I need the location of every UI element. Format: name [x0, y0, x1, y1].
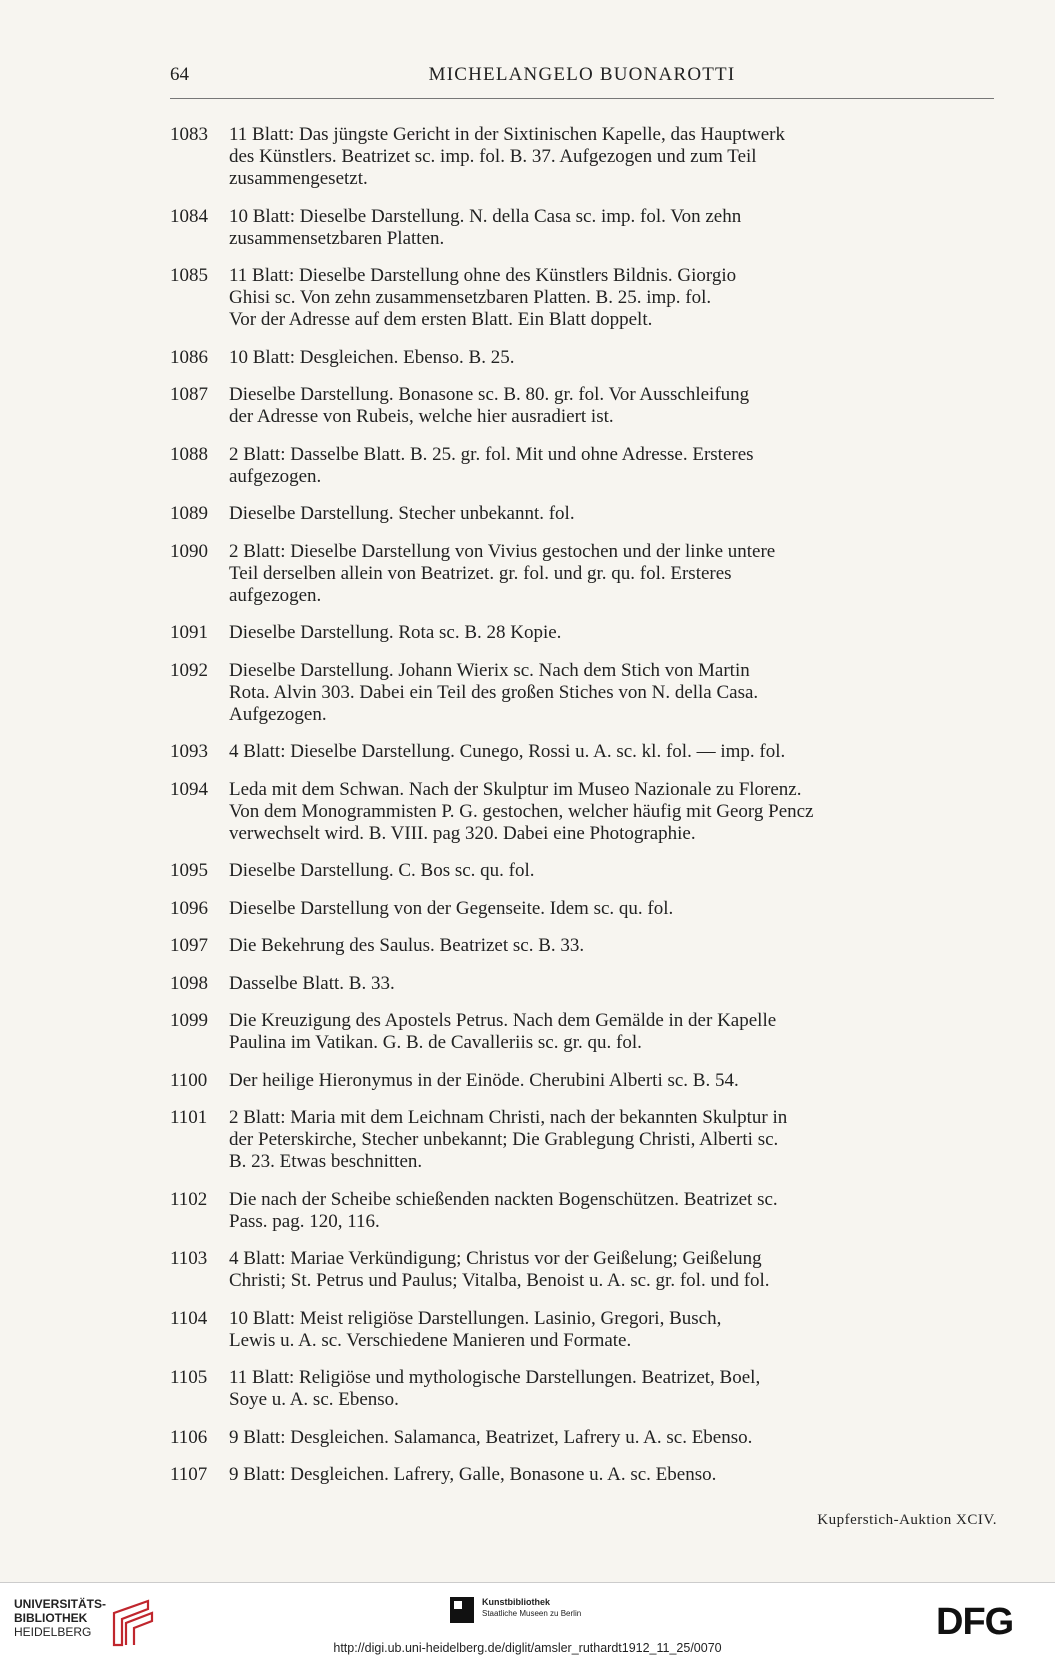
entry-description [229, 503, 994, 525]
entry-line: Dieselbe Darstellung. C. Bos sc. qu. fol. [229, 860, 535, 881]
footer-note: Kupferstich-Auktion XCIV. [817, 1512, 997, 1528]
entry-number: 1086 [170, 346, 208, 368]
catalog-entry [170, 660, 994, 726]
entry-number: 1103 [170, 1248, 208, 1269]
entry-number: 1102 [170, 1188, 208, 1210]
entry-description [229, 1248, 994, 1292]
catalog-entry [170, 1248, 994, 1292]
entry-number: 1106 [170, 1426, 208, 1448]
catalog-entry [170, 444, 994, 488]
entry-line: verwechselt wird. B. VIII. pag 320. Dabei eine Photographie. [229, 822, 696, 844]
entry-line: 2 Blatt: Dasselbe Blatt. B. 25. gr. fol. Mit und ohne Adresse. Ersteres [229, 443, 754, 465]
entry-description [229, 444, 994, 488]
entry-line: Die Kreuzigung des Apostels Petrus. Nach dem Gemälde in der Kapelle [229, 1010, 777, 1031]
entry-line: Paulina im Vatikan. G. B. de Cavalleriis sc. gr. qu. fol. [229, 1032, 642, 1053]
university-line3: HEIDELBERG [14, 1625, 92, 1639]
catalog-entry [170, 779, 994, 845]
entry-line: Ghisi sc. Von zehn zusammensetzbaren Platten. B. 25. imp. fol. [229, 287, 712, 308]
entry-line: 11 Blatt: Religiöse und mythologische Darstellungen. Beatrizet, Boel, [229, 1367, 761, 1388]
entry-description [229, 898, 994, 920]
entry-line: 2 Blatt: Dieselbe Darstellung von Vivius gestochen und der linke untere [229, 540, 776, 562]
entry-line: aufgezogen. [229, 584, 322, 606]
entry-line: zusammensetzbaren Platten. [229, 227, 445, 249]
catalog-entry [170, 973, 994, 995]
entry-description [229, 384, 994, 428]
entry-line: aufgezogen. [229, 465, 322, 487]
kunstbibliothek-logo[interactable] [450, 1593, 630, 1629]
catalog-entry [170, 1308, 994, 1352]
kunstbibliothek-mark-icon [450, 1597, 474, 1623]
catalog-entry [170, 503, 994, 525]
catalog-entry [170, 1189, 994, 1233]
entry-line: Dieselbe Darstellung. Stecher unbekannt. fol. [229, 503, 575, 524]
university-library-name [14, 1597, 106, 1639]
entry-description [229, 741, 994, 763]
entry-description [229, 265, 994, 331]
entry-line: 9 Blatt: Desgleichen. Salamanca, Beatrizet, Lafrery u. A. sc. Ebenso. [229, 1426, 753, 1448]
entry-number: 1084 [170, 205, 208, 227]
entry-line: Die Bekehrung des Saulus. Beatrizet sc. B. 33. [229, 935, 585, 956]
entry-line: 10 Blatt: Desgleichen. Ebenso. B. 25. [229, 346, 515, 368]
catalog-entry [170, 935, 994, 957]
entry-description [229, 1367, 994, 1411]
entry-number: 1099 [170, 1010, 208, 1031]
entry-number: 1089 [170, 503, 208, 524]
catalog-entry [170, 1107, 994, 1173]
entry-description [229, 622, 994, 644]
entry-number: 1092 [170, 659, 208, 681]
university-line1: UNIVERSITÄTS- [14, 1597, 107, 1611]
entry-line: Lewis u. A. sc. Verschiedene Manieren und Formate. [229, 1329, 632, 1351]
entry-number: 1088 [170, 443, 208, 465]
dfg-logo[interactable]: DFG [936, 1601, 1014, 1643]
entry-number: 1091 [170, 622, 208, 643]
catalog-entries [170, 124, 994, 1502]
entry-line: Pass. pag. 120, 116. [229, 1210, 380, 1232]
catalog-entry [170, 1010, 994, 1054]
university-line2: BIBLIOTHEK [14, 1611, 88, 1625]
entry-line: Rota. Alvin 303. Dabei ein Teil des großen Stiches von N. della Casa. [229, 681, 759, 703]
catalog-entry [170, 1464, 994, 1486]
entry-line: der Adresse von Rubeis, welche hier ausradiert ist. [229, 406, 614, 427]
catalog-entry [170, 206, 994, 250]
catalog-entry [170, 1367, 994, 1411]
entry-number: 1100 [170, 1069, 208, 1091]
catalog-entry [170, 1427, 994, 1449]
entry-line: 4 Blatt: Mariae Verkündigung; Christus vor der Geißelung; Geißelung [229, 1248, 762, 1269]
entry-line: 4 Blatt: Dieselbe Darstellung. Cunego, Rossi u. A. sc. kl. fol. — imp. fol. [229, 741, 786, 762]
permalink-url[interactable]: http://digi.ub.uni-heidelberg.de/diglit/amsler_ruthardt1912_11_25/0070 [333, 1641, 722, 1655]
catalog-entry [170, 347, 994, 369]
entry-description [229, 124, 994, 190]
entry-line: Von dem Monogrammisten P. G. gestochen, welcher häufig mit Georg Pencz [229, 800, 814, 822]
entry-line: B. 23. Etwas beschnitten. [229, 1151, 423, 1172]
catalog-entry [170, 124, 994, 190]
entry-description [229, 779, 994, 845]
entry-line: Dasselbe Blatt. B. 33. [229, 972, 395, 994]
entry-line: Christi; St. Petrus und Paulus; Vitalba, Benoist u. A. sc. gr. fol. und fol. [229, 1270, 770, 1291]
entry-description [229, 1107, 994, 1173]
entry-number: 1097 [170, 935, 208, 956]
entry-description [229, 1464, 994, 1486]
entry-description [229, 935, 994, 957]
entry-number: 1090 [170, 540, 208, 562]
entry-number: 1085 [170, 265, 208, 286]
catalog-entry [170, 265, 994, 331]
entry-description [229, 973, 994, 995]
entry-number: 1104 [170, 1307, 208, 1329]
entry-description [229, 1010, 994, 1054]
catalog-entry [170, 541, 994, 607]
catalog-entry [170, 860, 994, 882]
entry-line: Die nach der Scheibe schießenden nackten Bogenschützen. Beatrizet sc. [229, 1188, 778, 1210]
entry-line: Aufgezogen. [229, 703, 327, 725]
entry-line: 9 Blatt: Desgleichen. Lafrery, Galle, Bonasone u. A. sc. Ebenso. [229, 1464, 717, 1485]
entry-description [229, 660, 994, 726]
catalog-entry [170, 898, 994, 920]
entry-description [229, 541, 994, 607]
entry-line: Dieselbe Darstellung. Rota sc. B. 28 Kopie. [229, 622, 562, 643]
entry-line: der Peterskirche, Stecher unbekannt; Die Grablegung Christi, Alberti sc. [229, 1129, 779, 1150]
entry-number: 1095 [170, 860, 208, 881]
catalog-entry [170, 1070, 994, 1092]
entry-number: 1101 [170, 1107, 208, 1128]
entry-line: 10 Blatt: Dieselbe Darstellung. N. della Casa sc. imp. fol. Von zehn [229, 205, 742, 227]
entry-description [229, 1308, 994, 1352]
entry-number: 1098 [170, 972, 208, 994]
entry-number: 1096 [170, 897, 208, 919]
entry-line: Der heilige Hieronymus in der Einöde. Cherubini Alberti sc. B. 54. [229, 1069, 739, 1091]
catalog-entry [170, 622, 994, 644]
entry-line: des Künstlers. Beatrizet sc. imp. fol. B. 37. Aufgezogen und zum Teil [229, 146, 757, 167]
running-title: MICHELANGELO BUONAROTTI [428, 64, 736, 85]
entry-number: 1094 [170, 778, 208, 800]
entry-description [229, 347, 994, 369]
kunstbibliothek-line1: Kunstbibliothek [482, 1597, 550, 1607]
entry-line: 10 Blatt: Meist religiöse Darstellungen. Lasinio, Gregori, Busch, [229, 1307, 722, 1329]
page-header [170, 58, 994, 99]
entry-line: 11 Blatt: Das jüngste Gericht in der Sixtinischen Kapelle, das Hauptwerk [229, 124, 785, 145]
entry-description [229, 1189, 994, 1233]
page-number: 64 [170, 64, 189, 85]
entry-number: 1105 [170, 1367, 208, 1388]
entry-number: 1087 [170, 384, 208, 405]
entry-line: Leda mit dem Schwan. Nach der Skulptur im Museo Nazionale zu Florenz. [229, 778, 802, 800]
entry-line: zusammengesetzt. [229, 168, 368, 189]
entry-line: Dieselbe Darstellung von der Gegenseite. Idem sc. qu. fol. [229, 897, 674, 919]
kunstbibliothek-line2: Staatliche Museen zu Berlin [482, 1609, 582, 1618]
entry-line: 2 Blatt: Maria mit dem Leichnam Christi, nach der bekannten Skulptur in [229, 1107, 788, 1128]
entry-line: Soye u. A. sc. Ebenso. [229, 1389, 399, 1410]
catalog-entry [170, 384, 994, 428]
entry-description [229, 206, 994, 250]
entry-number: 1107 [170, 1464, 208, 1485]
kunstbibliothek-name [482, 1597, 581, 1619]
entry-description [229, 860, 994, 882]
catalog-entry [170, 741, 994, 763]
entry-line: Dieselbe Darstellung. Johann Wierix sc. Nach dem Stich von Martin [229, 659, 750, 681]
entry-number: 1083 [170, 124, 208, 145]
digitization-band [0, 1582, 1055, 1662]
entry-number: 1093 [170, 741, 208, 762]
entry-description [229, 1070, 994, 1092]
entry-line: 11 Blatt: Dieselbe Darstellung ohne des Künstlers Bildnis. Giorgio [229, 265, 737, 286]
entry-line: Teil derselben allein von Beatrizet. gr. fol. und gr. qu. fol. Ersteres [229, 562, 732, 584]
entry-line: Dieselbe Darstellung. Bonasone sc. B. 80. gr. fol. Vor Ausschleifung [229, 384, 750, 405]
entry-line: Vor der Adresse auf dem ersten Blatt. Ein Blatt doppelt. [229, 309, 653, 330]
entry-description [229, 1427, 994, 1449]
